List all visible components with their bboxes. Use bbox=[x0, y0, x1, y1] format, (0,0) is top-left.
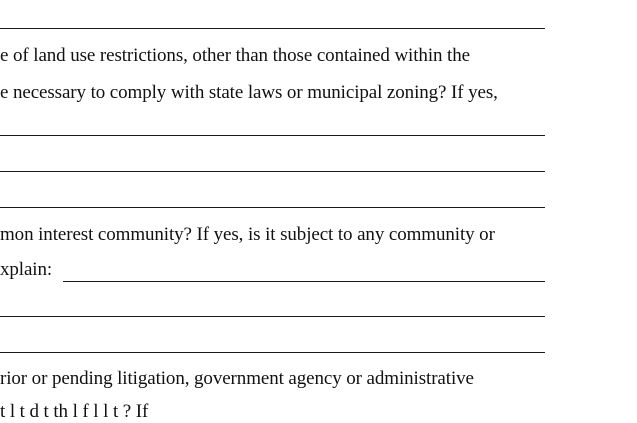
question-text-line-cut-off: t l t d t th l f l l t ? If bbox=[0, 401, 149, 422]
explain-answer-line[interactable] bbox=[63, 281, 545, 282]
answer-line[interactable] bbox=[0, 352, 545, 353]
answer-line[interactable] bbox=[0, 171, 545, 172]
question-text-line: e necessary to comply with state laws or municipal zoning? If yes, bbox=[0, 82, 498, 103]
answer-line[interactable] bbox=[0, 28, 545, 29]
question-text-line: mon interest community? If yes, is it subject to any community or bbox=[0, 224, 495, 245]
question-text-line: e of land use restrictions, other than those contained within the bbox=[0, 45, 470, 66]
answer-line[interactable] bbox=[0, 207, 545, 208]
explain-label: xplain: bbox=[0, 259, 53, 280]
answer-line[interactable] bbox=[0, 135, 545, 136]
answer-line[interactable] bbox=[0, 316, 545, 317]
question-text-line: rior or pending litigation, government agency or administrative bbox=[0, 368, 474, 389]
